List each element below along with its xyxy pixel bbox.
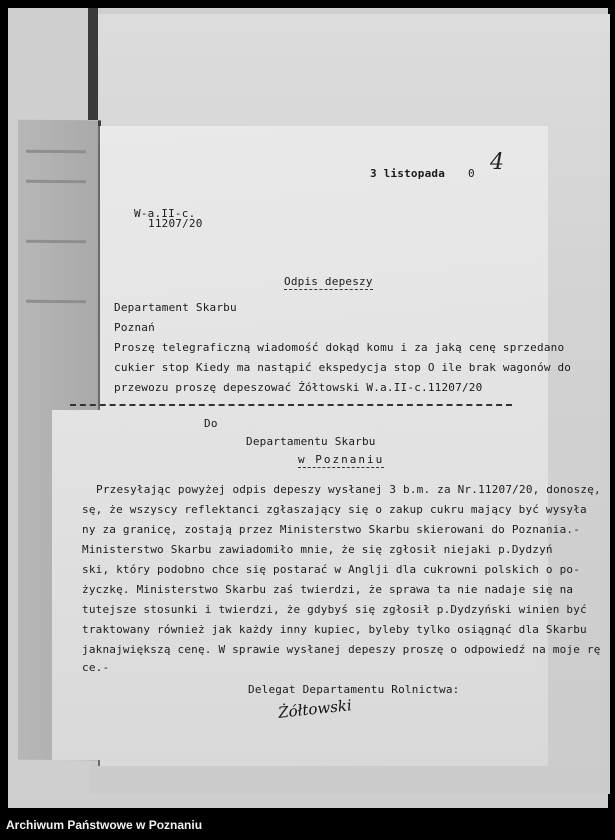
reference-code: W-a.II-c.	[134, 207, 196, 220]
letter-line: Przesyłając powyżej odpis depeszy wysłanej 3 b.m. za Nr.11207/20, donoszę,	[96, 483, 601, 496]
document-date: 3 listopada	[370, 167, 446, 180]
signature-title: Delegat Departamentu Rolnictwa:	[248, 683, 460, 696]
separator-line	[70, 404, 512, 406]
letter-line: ski, który podobno chce się postarać w Anglji dla cukrowni polskich o po-	[82, 563, 581, 576]
letter-line: tutejsze stosunki i twierdzi, że gdybyś się zgłosił p.Dydzyński winien być	[82, 603, 587, 616]
letter-line: Ministerstwo Skarbu zawiadomiło mnie, że się zgłosił niejaki p.Dydzyń	[82, 543, 553, 556]
letter-line: ce.-	[82, 661, 110, 674]
document-title: Odpis depeszy	[284, 275, 373, 288]
handwritten-page-number: 4	[490, 150, 504, 175]
letter-recipient: Departamentu Skarbu	[246, 435, 376, 448]
sheet-edge-shadow	[88, 8, 98, 120]
handwritten-signature: Żółtowski	[277, 696, 353, 722]
telegram-line: przewozu proszę depeszować Żółtowski W.a.II-c.11207/20	[114, 381, 483, 394]
reference-number: 11207/20	[148, 217, 203, 230]
telegram-line: Proszę telegraficzną wiadomość dokąd komu i za jaką cenę sprzedano	[114, 341, 565, 354]
letter-line: życzkę. Ministerstwo Skarbu zaś twierdzi, że sprawa ta nie nadaje się na	[82, 583, 574, 596]
telegram-addressee: Departament Skarbu	[114, 301, 237, 314]
archive-name: Archiwum Państwowe w Poznaniu	[6, 818, 203, 832]
letter-recipient-city: w Poznaniu	[298, 453, 385, 466]
letter-line: sę, że wszyscy reflektanci zgłaszający się o zakup cukru mający być wysyła	[82, 503, 587, 516]
letter-line: ny za granicę, zostają przez Ministerstwo Skarbu skierowani do Poznania.-	[82, 523, 581, 536]
telegram-line: cukier stop Kiedy ma nastąpić ekspedycja stop O ile brak wagonów do	[114, 361, 572, 374]
date-suffix: 0	[468, 167, 475, 180]
letter-to-label: Do	[204, 417, 218, 430]
telegram-city: Poznań	[114, 321, 155, 334]
letter-line: traktowany również jak każdy inny kupiec, byleby tylko osiągnąć dla Skarbu	[82, 623, 587, 636]
archive-footer	[0, 812, 615, 840]
letter-line: jaknajwiększą cenę. W sprawie wysłanej depeszy proszę o odpowiedź na moje rę	[82, 643, 601, 656]
